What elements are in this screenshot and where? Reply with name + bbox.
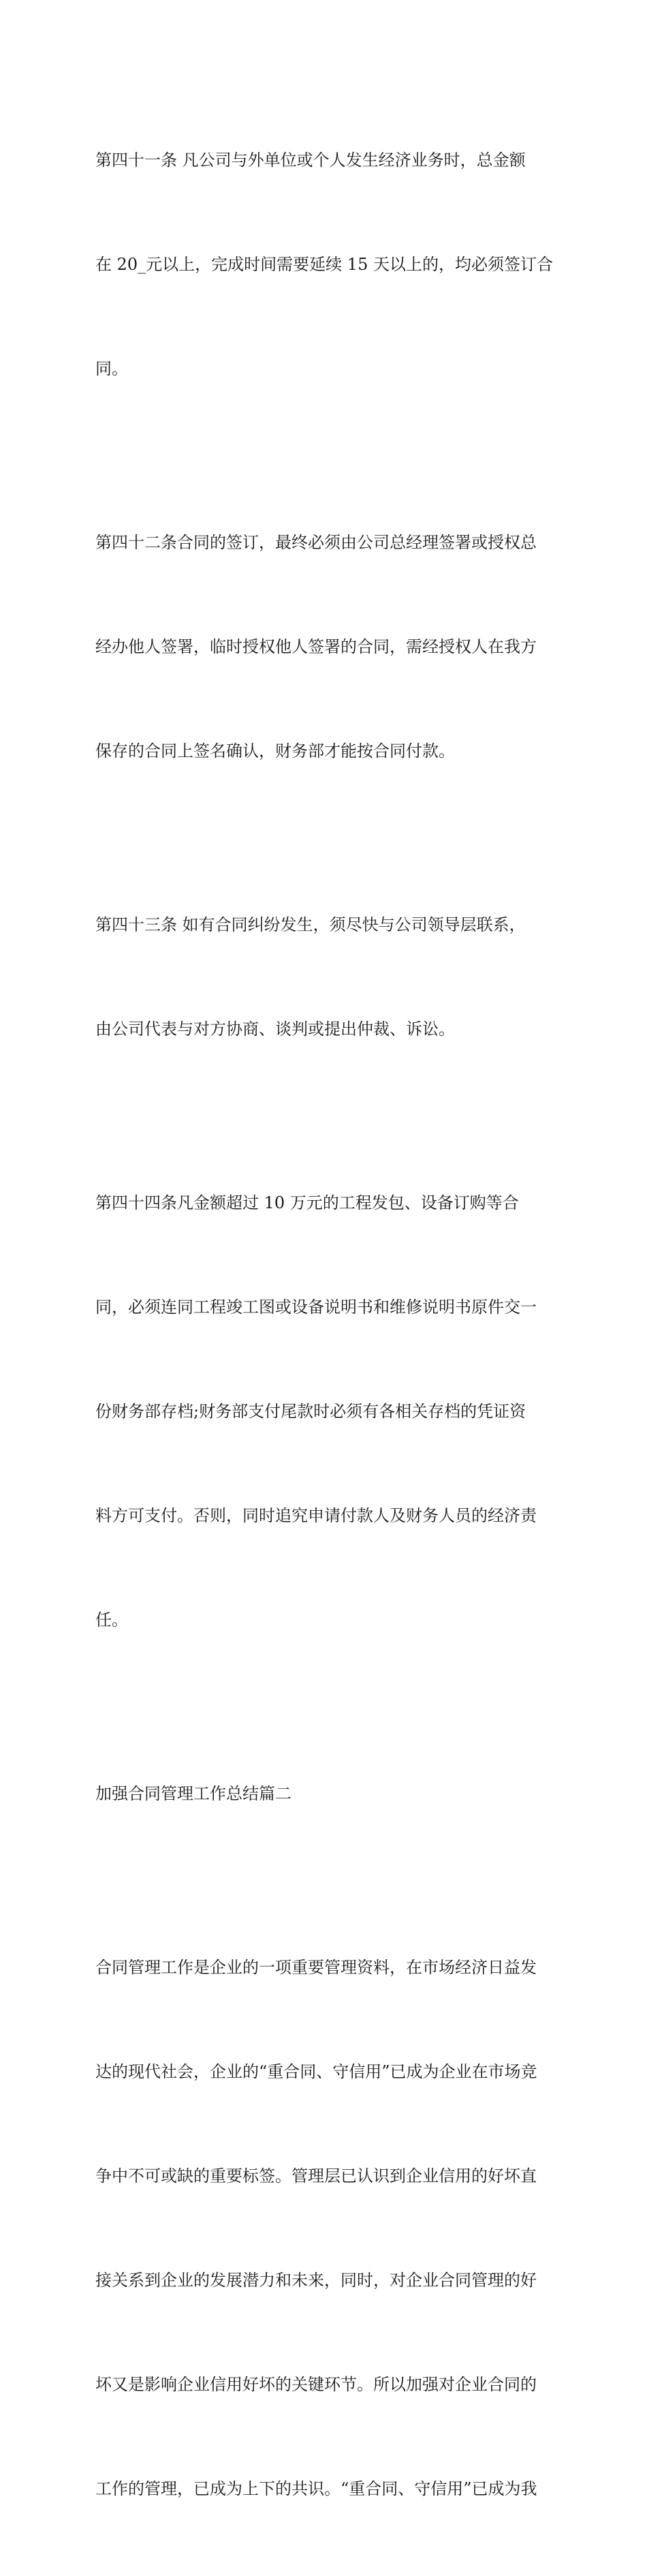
section-heading xyxy=(95,1707,558,1881)
text-line: 工作的管理，已成为上下的共识。“重合同、守信用”已成为我 xyxy=(95,2479,537,2498)
text-line: 料方可支付。否则，同时追究申请付款人及财务人员的经济责 xyxy=(95,1506,537,1525)
text-line: 任。 xyxy=(95,1610,128,1629)
article-42-paragraph xyxy=(95,456,558,838)
text-line: 经办他人签署，临时授权他人签署的合同，需经授权人在我方 xyxy=(95,637,537,656)
text-line: 达的现代社会，企业的“重合同、守信用”已成为企业在市场竞 xyxy=(95,2062,537,2081)
text-line: 第四十四条凡金额超过 10 万元的工程发包、设备订购等合 xyxy=(95,1193,519,1212)
text-line: 份财务部存档;财务部支付尾款时必须有各相关存档的凭证资 xyxy=(95,1402,526,1421)
section-two-paragraph xyxy=(95,1881,558,2576)
text-line: 保存的合同上签名确认，财务部才能按合同付款。 xyxy=(95,741,455,761)
text-line: 第四十二条合同的签订，最终必须由公司总经理签署或授权总 xyxy=(95,533,537,552)
document-body xyxy=(95,74,558,2576)
text-line: 接关系到企业的发展潜力和未来，同时，对企业合同管理的好 xyxy=(95,2271,537,2290)
article-44-paragraph xyxy=(95,1116,558,1707)
text-line: 第四十三条 如有合同纠纷发生，须尽快与公司领导层联系， xyxy=(95,915,526,934)
text-line: 坏又是影响企业信用好坏的关键环节。所以加强对企业合同的 xyxy=(95,2375,537,2394)
text-line: 同。 xyxy=(95,359,128,378)
text-line: 同，必须连同工程竣工图或设备说明书和维修说明书原件交一 xyxy=(95,1298,537,1317)
text-line: 第四十一条 凡公司与外单位或个人发生经济业务时，总金额 xyxy=(95,151,526,170)
text-line: 合同管理工作是企业的一项重要管理资料，在市场经济日益发 xyxy=(95,1958,537,1977)
heading-line: 加强合同管理工作总结篇二 xyxy=(95,1784,291,1803)
article-41-paragraph xyxy=(95,74,558,456)
article-43-paragraph xyxy=(95,838,558,1116)
text-line: 在 20_元以上，完成时间需要延续 15 天以上的，均必须签订合 xyxy=(95,255,553,274)
text-line: 由公司代表与对方协商、谈判或提出仲裁、诉讼。 xyxy=(95,1019,455,1039)
text-line: 争中不可或缺的重要标签。管理层已认识到企业信用的好坏直 xyxy=(95,2166,537,2186)
